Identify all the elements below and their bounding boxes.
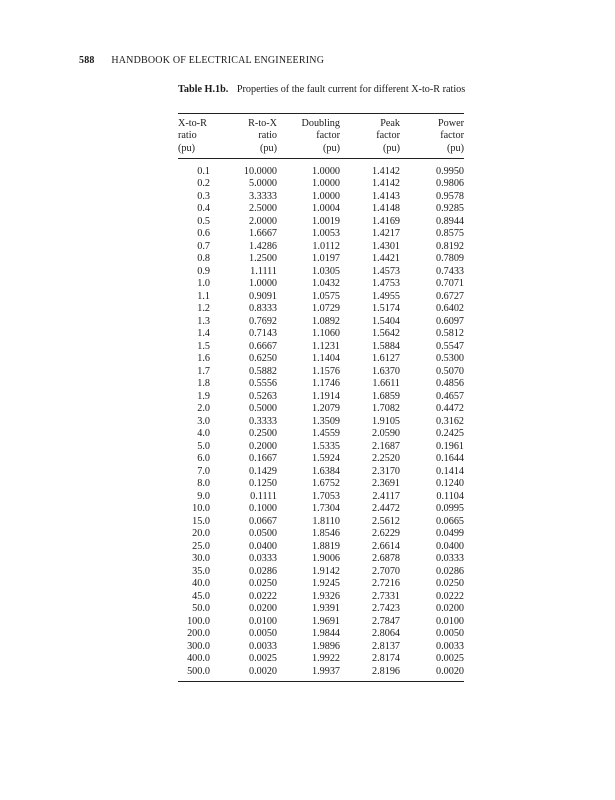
cell-doubling-factor: 1.2079 <box>311 403 340 415</box>
cell-r-to-x: 0.1667 <box>248 453 277 465</box>
table-row <box>178 366 464 379</box>
column-header-line: (pu) <box>383 142 400 154</box>
cell-x-to-r: 45.0 <box>192 590 210 602</box>
cell-doubling-factor: 1.0432 <box>311 278 340 290</box>
cell-peak-factor: 1.5174 <box>371 303 400 315</box>
cell-r-to-x: 0.1111 <box>250 490 277 502</box>
cell-doubling-factor: 1.1914 <box>311 390 340 402</box>
cell-power-factor: 0.5547 <box>435 340 464 352</box>
cell-peak-factor: 1.4142 <box>371 165 400 177</box>
cell-doubling-factor: 1.9142 <box>311 565 340 577</box>
column-header-line: (pu) <box>260 142 277 154</box>
cell-r-to-x: 0.1000 <box>248 503 277 515</box>
cell-x-to-r: 0.8 <box>197 253 210 265</box>
cell-power-factor: 0.4472 <box>435 403 464 415</box>
table-row <box>178 178 464 191</box>
cell-doubling-factor: 1.9391 <box>311 603 340 615</box>
cell-peak-factor: 2.8137 <box>371 640 400 652</box>
cell-r-to-x: 0.1429 <box>248 465 277 477</box>
column-header-line: X-to-R <box>178 118 207 129</box>
table-row <box>178 191 464 204</box>
cell-power-factor: 0.5300 <box>435 353 464 365</box>
table-row <box>178 291 464 304</box>
cell-power-factor: 0.5070 <box>435 365 464 377</box>
cell-r-to-x: 0.0500 <box>248 528 277 540</box>
column-header-line: (pu) <box>447 142 464 154</box>
cell-doubling-factor: 1.8110 <box>312 515 340 527</box>
table-row <box>178 253 464 266</box>
cell-peak-factor: 1.7082 <box>371 403 400 415</box>
cell-doubling-factor: 1.0000 <box>311 190 340 202</box>
cell-r-to-x: 0.0250 <box>248 578 277 590</box>
cell-r-to-x: 3.3333 <box>248 190 277 202</box>
cell-doubling-factor: 1.0000 <box>311 165 340 177</box>
cell-doubling-factor: 1.0112 <box>312 240 340 252</box>
cell-x-to-r: 3.0 <box>197 415 210 427</box>
cell-power-factor: 0.4657 <box>435 390 464 402</box>
cell-r-to-x: 0.0033 <box>248 640 277 652</box>
column-header-r-to-x <box>210 114 277 159</box>
table-row <box>178 228 464 241</box>
cell-r-to-x: 0.0100 <box>248 615 277 627</box>
cell-x-to-r: 0.7 <box>197 240 210 252</box>
cell-r-to-x: 2.5000 <box>248 203 277 215</box>
cell-doubling-factor: 1.8546 <box>311 528 340 540</box>
cell-r-to-x: 0.0050 <box>248 628 277 640</box>
cell-r-to-x: 0.0667 <box>248 515 277 527</box>
cell-peak-factor: 2.6614 <box>371 540 400 552</box>
cell-doubling-factor: 1.0000 <box>311 178 340 190</box>
table-row <box>178 391 464 404</box>
cell-power-factor: 0.7071 <box>435 278 464 290</box>
cell-doubling-factor: 1.0305 <box>311 265 340 277</box>
cell-doubling-factor: 1.3509 <box>311 415 340 427</box>
cell-r-to-x: 5.0000 <box>248 178 277 190</box>
cell-x-to-r: 30.0 <box>192 553 210 565</box>
table-row <box>178 316 464 329</box>
column-header-peak-factor <box>340 114 400 159</box>
table-row <box>178 403 464 416</box>
cell-doubling-factor: 1.5335 <box>311 440 340 452</box>
cell-x-to-r: 400.0 <box>187 653 210 665</box>
cell-doubling-factor: 1.0197 <box>311 253 340 265</box>
cell-power-factor: 0.1104 <box>436 490 464 502</box>
table-row <box>178 441 464 454</box>
cell-power-factor: 0.0025 <box>435 653 464 665</box>
cell-x-to-r: 0.9 <box>197 265 210 277</box>
cell-power-factor: 0.4856 <box>435 378 464 390</box>
cell-doubling-factor: 1.6384 <box>311 465 340 477</box>
cell-doubling-factor: 1.9937 <box>277 666 340 682</box>
cell-power-factor: 0.0200 <box>435 603 464 615</box>
cell-r-to-x: 0.7143 <box>248 328 277 340</box>
cell-peak-factor: 2.7216 <box>371 578 400 590</box>
cell-doubling-factor: 1.7304 <box>311 503 340 515</box>
cell-power-factor: 0.5812 <box>435 328 464 340</box>
cell-power-factor: 0.6727 <box>435 290 464 302</box>
cell-x-to-r: 1.4 <box>197 328 210 340</box>
cell-x-to-r: 6.0 <box>197 453 210 465</box>
table-row <box>178 591 464 604</box>
cell-peak-factor: 2.0590 <box>371 428 400 440</box>
cell-peak-factor: 2.7423 <box>371 603 400 615</box>
cell-power-factor: 0.3162 <box>435 415 464 427</box>
cell-r-to-x: 0.7692 <box>248 315 277 327</box>
cell-doubling-factor: 1.0053 <box>311 228 340 240</box>
cell-x-to-r: 4.0 <box>197 428 210 440</box>
cell-x-to-r: 40.0 <box>192 578 210 590</box>
cell-r-to-x: 1.0000 <box>248 278 277 290</box>
cell-x-to-r: 0.4 <box>197 203 210 215</box>
cell-peak-factor: 2.6878 <box>371 553 400 565</box>
cell-doubling-factor: 1.9844 <box>311 628 340 640</box>
cell-r-to-x: 0.2000 <box>248 440 277 452</box>
table-body <box>178 158 464 682</box>
table-row <box>178 353 464 366</box>
table-row <box>178 328 464 341</box>
cell-power-factor: 0.0400 <box>435 540 464 552</box>
cell-peak-factor: 1.4421 <box>371 253 400 265</box>
cell-r-to-x: 0.0025 <box>248 653 277 665</box>
cell-power-factor: 0.0050 <box>435 628 464 640</box>
table-row <box>178 158 464 178</box>
cell-r-to-x: 0.0222 <box>248 590 277 602</box>
cell-power-factor: 0.8575 <box>435 228 464 240</box>
cell-doubling-factor: 1.7053 <box>311 490 340 502</box>
cell-x-to-r: 10.0 <box>192 503 210 515</box>
cell-doubling-factor: 1.1404 <box>311 353 340 365</box>
table-row <box>178 428 464 441</box>
table-row <box>178 278 464 291</box>
table-caption-label: Table H.1b. <box>178 84 229 95</box>
cell-r-to-x: 0.2500 <box>248 428 277 440</box>
table-row <box>178 491 464 504</box>
cell-power-factor: 0.8944 <box>435 215 464 227</box>
table-header-row <box>178 114 464 159</box>
table-row <box>178 478 464 491</box>
cell-doubling-factor: 1.1231 <box>311 340 340 352</box>
column-header-line: factor <box>376 130 400 142</box>
cell-r-to-x: 0.3333 <box>248 415 277 427</box>
cell-x-to-r: 1.9 <box>197 390 210 402</box>
cell-doubling-factor: 1.5924 <box>311 453 340 465</box>
cell-r-to-x: 0.5263 <box>248 390 277 402</box>
cell-r-to-x: 0.0333 <box>248 553 277 565</box>
cell-r-to-x: 1.6667 <box>248 228 277 240</box>
cell-r-to-x: 0.5000 <box>248 403 277 415</box>
cell-doubling-factor: 1.0575 <box>311 290 340 302</box>
table-row <box>178 503 464 516</box>
cell-peak-factor: 1.4573 <box>371 265 400 277</box>
cell-x-to-r: 0.2 <box>197 178 210 190</box>
fault-current-table <box>178 113 464 682</box>
cell-peak-factor: 1.5884 <box>371 340 400 352</box>
cell-peak-factor: 2.6229 <box>371 528 400 540</box>
cell-doubling-factor: 1.1576 <box>311 365 340 377</box>
cell-power-factor: 0.1961 <box>435 440 464 452</box>
cell-x-to-r: 9.0 <box>197 490 210 502</box>
cell-x-to-r: 1.1 <box>197 290 210 302</box>
table-caption <box>178 84 468 97</box>
page-number: 588 <box>79 55 95 66</box>
cell-x-to-r: 50.0 <box>192 603 210 615</box>
cell-power-factor: 0.9950 <box>435 165 464 177</box>
cell-r-to-x: 0.8333 <box>248 303 277 315</box>
cell-peak-factor: 2.8196 <box>340 666 400 682</box>
table-row <box>178 266 464 279</box>
cell-peak-factor: 2.8064 <box>371 628 400 640</box>
cell-x-to-r: 15.0 <box>192 515 210 527</box>
table-row <box>178 578 464 591</box>
cell-x-to-r: 35.0 <box>192 565 210 577</box>
cell-peak-factor: 1.4753 <box>371 278 400 290</box>
cell-x-to-r: 20.0 <box>192 528 210 540</box>
cell-x-to-r: 300.0 <box>187 640 210 652</box>
cell-r-to-x: 1.2500 <box>248 253 277 265</box>
column-header-doubling-factor <box>277 114 340 159</box>
table-row <box>178 378 464 391</box>
column-header-line: factor <box>316 130 340 142</box>
cell-x-to-r: 0.1 <box>197 165 210 177</box>
cell-power-factor: 0.6097 <box>435 315 464 327</box>
cell-r-to-x: 0.0020 <box>210 666 277 682</box>
column-header-line: Power <box>437 118 464 129</box>
cell-peak-factor: 1.4301 <box>371 240 400 252</box>
cell-x-to-r: 0.5 <box>197 215 210 227</box>
cell-x-to-r: 0.3 <box>197 190 210 202</box>
cell-peak-factor: 2.3170 <box>371 465 400 477</box>
cell-peak-factor: 2.4117 <box>372 490 400 502</box>
cell-power-factor: 0.7809 <box>435 253 464 265</box>
cell-x-to-r: 100.0 <box>187 615 210 627</box>
cell-doubling-factor: 1.8819 <box>311 540 340 552</box>
table-row <box>178 416 464 429</box>
cell-peak-factor: 1.4148 <box>371 203 400 215</box>
cell-peak-factor: 1.4142 <box>371 178 400 190</box>
cell-power-factor: 0.2425 <box>435 428 464 440</box>
table-row <box>178 553 464 566</box>
cell-power-factor: 0.1240 <box>435 478 464 490</box>
table-row <box>178 616 464 629</box>
cell-doubling-factor: 1.1746 <box>311 378 340 390</box>
cell-peak-factor: 2.2520 <box>371 453 400 465</box>
cell-power-factor: 0.8192 <box>435 240 464 252</box>
column-header-line: (pu) <box>323 142 340 154</box>
cell-x-to-r: 1.6 <box>197 353 210 365</box>
cell-power-factor: 0.1644 <box>435 453 464 465</box>
cell-peak-factor: 2.7847 <box>371 615 400 627</box>
running-title: HANDBOOK OF ELECTRICAL ENGINEERING <box>111 55 325 66</box>
cell-peak-factor: 1.6859 <box>371 390 400 402</box>
cell-peak-factor: 2.1687 <box>371 440 400 452</box>
table-row <box>178 241 464 254</box>
cell-r-to-x: 0.6667 <box>248 340 277 352</box>
column-header-power-factor <box>400 114 464 159</box>
cell-power-factor: 0.0100 <box>435 615 464 627</box>
cell-power-factor: 0.0665 <box>435 515 464 527</box>
cell-x-to-r: 7.0 <box>197 465 210 477</box>
column-header-line: ratio <box>258 130 277 142</box>
cell-x-to-r: 2.0 <box>197 403 210 415</box>
cell-power-factor: 0.0286 <box>435 565 464 577</box>
cell-r-to-x: 0.0400 <box>248 540 277 552</box>
cell-power-factor: 0.0995 <box>435 503 464 515</box>
column-header-line: (pu) <box>178 142 195 154</box>
cell-peak-factor: 1.5404 <box>371 315 400 327</box>
cell-power-factor: 0.0020 <box>400 666 464 682</box>
cell-peak-factor: 1.4217 <box>371 228 400 240</box>
cell-r-to-x: 0.0286 <box>248 565 277 577</box>
cell-power-factor: 0.9578 <box>435 190 464 202</box>
cell-power-factor: 0.9806 <box>435 178 464 190</box>
cell-doubling-factor: 1.0019 <box>311 215 340 227</box>
cell-power-factor: 0.0033 <box>435 640 464 652</box>
cell-peak-factor: 2.5612 <box>371 515 400 527</box>
table-row <box>178 516 464 529</box>
cell-doubling-factor: 1.9326 <box>311 590 340 602</box>
cell-peak-factor: 1.6127 <box>371 353 400 365</box>
cell-doubling-factor: 1.9245 <box>311 578 340 590</box>
cell-x-to-r: 5.0 <box>197 440 210 452</box>
cell-x-to-r: 200.0 <box>187 628 210 640</box>
table-row <box>178 566 464 579</box>
cell-doubling-factor: 1.1060 <box>311 328 340 340</box>
cell-x-to-r: 1.8 <box>197 378 210 390</box>
table-row <box>178 216 464 229</box>
column-header-line: Doubling <box>301 118 340 129</box>
cell-peak-factor: 1.6370 <box>371 365 400 377</box>
column-header-line: ratio <box>178 130 197 142</box>
cell-x-to-r: 25.0 <box>192 540 210 552</box>
cell-r-to-x: 0.5882 <box>248 365 277 377</box>
column-header-x-to-r <box>178 114 210 159</box>
cell-peak-factor: 1.4143 <box>371 190 400 202</box>
cell-power-factor: 0.0333 <box>435 553 464 565</box>
table-row <box>178 453 464 466</box>
table-row <box>178 653 464 666</box>
cell-x-to-r: 1.7 <box>197 365 210 377</box>
cell-x-to-r: 8.0 <box>197 478 210 490</box>
cell-r-to-x: 0.6250 <box>248 353 277 365</box>
cell-power-factor: 0.6402 <box>435 303 464 315</box>
cell-x-to-r: 500.0 <box>178 666 210 682</box>
cell-doubling-factor: 1.6752 <box>311 478 340 490</box>
cell-peak-factor: 1.4169 <box>371 215 400 227</box>
table-row <box>178 541 464 554</box>
cell-r-to-x: 0.5556 <box>248 378 277 390</box>
cell-doubling-factor: 1.9896 <box>311 640 340 652</box>
table-row <box>178 628 464 641</box>
cell-r-to-x: 1.1111 <box>250 265 277 277</box>
cell-doubling-factor: 1.0729 <box>311 303 340 315</box>
column-header-line: Peak <box>380 118 400 129</box>
cell-peak-factor: 2.3691 <box>371 478 400 490</box>
table-caption-text: Properties of the fault current for different X-to-R ratios <box>236 84 466 95</box>
cell-x-to-r: 1.2 <box>197 303 210 315</box>
cell-r-to-x: 1.4286 <box>248 240 277 252</box>
cell-power-factor: 0.1414 <box>435 465 464 477</box>
cell-peak-factor: 1.4955 <box>371 290 400 302</box>
cell-peak-factor: 1.6611 <box>372 378 400 390</box>
table-row <box>178 466 464 479</box>
cell-r-to-x: 0.0200 <box>248 603 277 615</box>
cell-peak-factor: 2.7070 <box>371 565 400 577</box>
table-row <box>178 641 464 654</box>
cell-power-factor: 0.0499 <box>435 528 464 540</box>
table-row <box>178 666 464 682</box>
cell-doubling-factor: 1.9691 <box>311 615 340 627</box>
cell-r-to-x: 2.0000 <box>248 215 277 227</box>
table-row <box>178 203 464 216</box>
cell-power-factor: 0.0250 <box>435 578 464 590</box>
table-row <box>178 341 464 354</box>
cell-peak-factor: 1.5642 <box>371 328 400 340</box>
cell-doubling-factor: 1.9922 <box>311 653 340 665</box>
column-header-line: R-to-X <box>248 118 277 129</box>
cell-power-factor: 0.7433 <box>435 265 464 277</box>
cell-x-to-r: 1.0 <box>197 278 210 290</box>
cell-peak-factor: 2.7331 <box>371 590 400 602</box>
cell-power-factor: 0.9285 <box>435 203 464 215</box>
cell-doubling-factor: 1.0892 <box>311 315 340 327</box>
cell-doubling-factor: 1.0004 <box>311 203 340 215</box>
table-row <box>178 528 464 541</box>
table-row <box>178 303 464 316</box>
cell-doubling-factor: 1.4559 <box>311 428 340 440</box>
cell-peak-factor: 2.4472 <box>371 503 400 515</box>
cell-power-factor: 0.0222 <box>435 590 464 602</box>
cell-x-to-r: 1.3 <box>197 315 210 327</box>
cell-x-to-r: 0.6 <box>197 228 210 240</box>
cell-r-to-x: 0.1250 <box>248 478 277 490</box>
cell-doubling-factor: 1.9006 <box>311 553 340 565</box>
column-header-line: factor <box>440 130 464 142</box>
table-row <box>178 603 464 616</box>
cell-peak-factor: 2.8174 <box>371 653 400 665</box>
cell-r-to-x: 0.9091 <box>248 290 277 302</box>
cell-peak-factor: 1.9105 <box>371 415 400 427</box>
cell-r-to-x: 10.0000 <box>243 165 277 177</box>
cell-x-to-r: 1.5 <box>197 340 210 352</box>
running-head <box>79 55 324 66</box>
